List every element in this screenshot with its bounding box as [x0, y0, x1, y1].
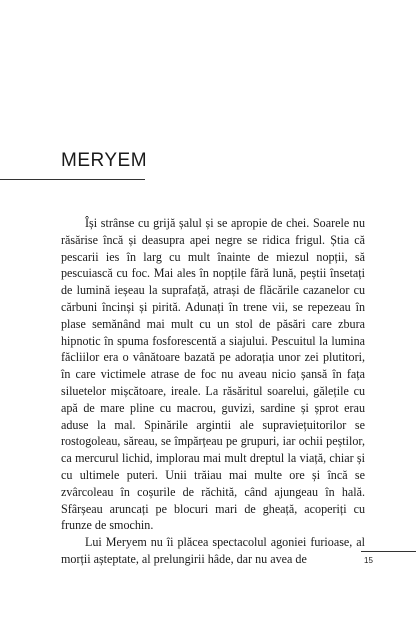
paragraph: Își strânse cu grijă șalul și se apropie de chei. Soarele nu răsărise încă și deasupra apei negre se ridica frigul. Știa că pescarii ies în larg cu mult înainte de miezul nopții, să pescuiască cu foc. Mai ales în nopțile fără lună, peștii însetați de lumină ieșeau la suprafață, atrași de flăcările cazanelor cu cărbuni încinși și pirită. Adunați în trene vii, se repezeau în plase semănând mai mult cu un stol de păsări care zbura hipnotic în spuma fosforescentă a siajului. Pescuitul la lumina făcliilor era o vânătoare bazată pe adorația unor zei plutitori, în care victimele atrase de foc nu aveau nicio șansă în fața siluetelor mișcătoare, ireale. La răsăritul soarelui, gălețile cu apă de mare pline cu macrou, guvizi, sardine și șprot erau aduse la mal. Spinările argintii ale supraviețuitorilor se rostogoleau, săreau, se împărțeau pe grupuri, iar ochii peștilor, ca mercurul lichid, implorau mai mult dreptul la viață, chiar și cu ultimele puteri. Unii trăiau mai multe ore și încă se zvârcoleau în coșurile de răchită, când ajungeau în hală. Sfârșeau aruncați pe blocuri mari de gheață, acoperiți cu frunze de smochin.: [61, 216, 365, 533]
paragraph: Lui Meryem nu îi plăcea spectacolul agoniei furioase, al morții așteptate, al prelungirii hâde, dar nu avea de: [61, 535, 365, 566]
page-number: 15: [364, 556, 373, 565]
title-divider: [0, 179, 145, 180]
body-text: [61, 215, 365, 568]
chapter-title: MERYEM: [61, 150, 148, 171]
footer-divider: [361, 551, 416, 552]
